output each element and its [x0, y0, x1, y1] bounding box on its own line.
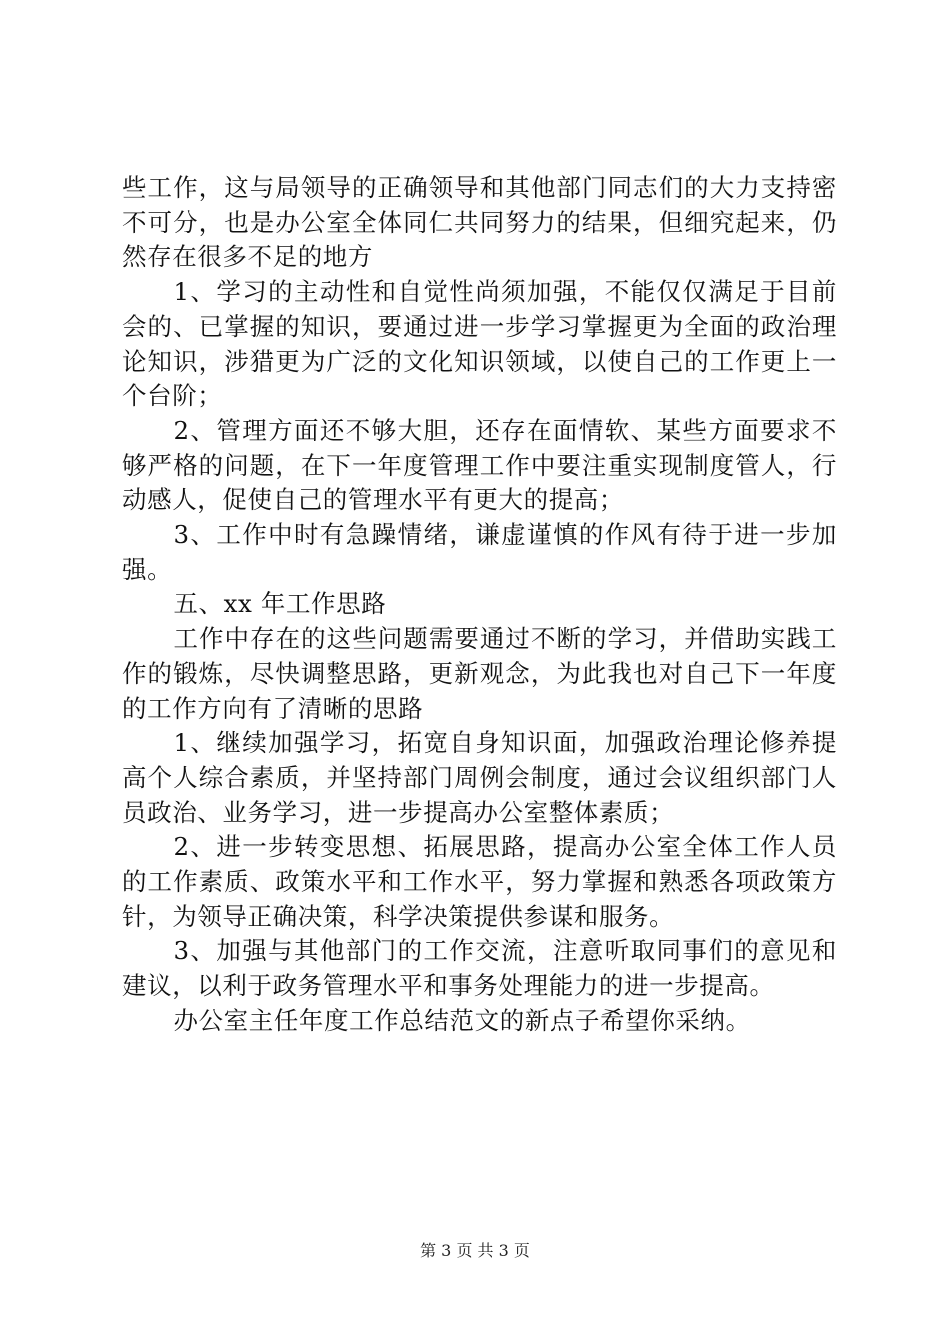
paragraph-item-3: 3、工作中时有急躁情绪，谦虚谨慎的作风有待于进一步加强。 — [122, 520, 837, 584]
paragraph-plan-2: 2、进一步转变思想、拓展思路，提高办公室全体工作人员的工作素质、政策水平和工作水平，努力掌握和熟悉各项政策方针，为领导正确决策，科学决策提供参谋和服务。 — [122, 832, 837, 931]
paragraph-continuation: 些工作，这与局领导的正确领导和其他部门同志们的大力支持密不可分，也是办公室全体同仁共同努力的结果，但细究起来，仍然存在很多不足的地方 — [122, 173, 837, 272]
paragraph-item-1: 1、学习的主动性和自觉性尚须加强，不能仅仅满足于目前会的、已掌握的知识，要通过进一步学习掌握更为全面的政治理论知识，涉猎更为广泛的文化知识领域，以使自己的工作更上一个台阶； — [122, 277, 837, 411]
paragraph-closing: 办公室主任年度工作总结范文的新点子希望你采纳。 — [173, 1005, 751, 1035]
paragraph-plan-1: 1、继续加强学习，拓宽自身知识面，加强政治理论修养提高个人综合素质，并坚持部门周例会制度，通过会议组织部门人员政治、业务学习，进一步提高办公室整体素质； — [122, 728, 837, 827]
section-heading: 五、xx 年工作思路 — [173, 589, 387, 619]
document-body — [122, 171, 837, 1039]
paragraph-plan-3: 3、加强与其他部门的工作交流，注意听取同事们的意见和建议，以利于政务管理水平和事务处理能力的进一步提高。 — [122, 936, 837, 1001]
page-number-footer: 第 3 页 共 3 页 — [420, 1241, 530, 1260]
paragraph-item-2: 2、管理方面还不够大胆，还存在面情软、某些方面要求不够严格的问题，在下一年度管理工作中要注重实现制度管人，行动感人，促使自己的管理水平有更大的提高； — [122, 415, 837, 515]
paragraph-intro: 工作中存在的这些问题需要通过不断的学习，并借助实践工作的锻炼，尽快调整思路，更新观念，为此我也对自己下一年度的工作方向有了清晰的思路 — [122, 624, 837, 723]
